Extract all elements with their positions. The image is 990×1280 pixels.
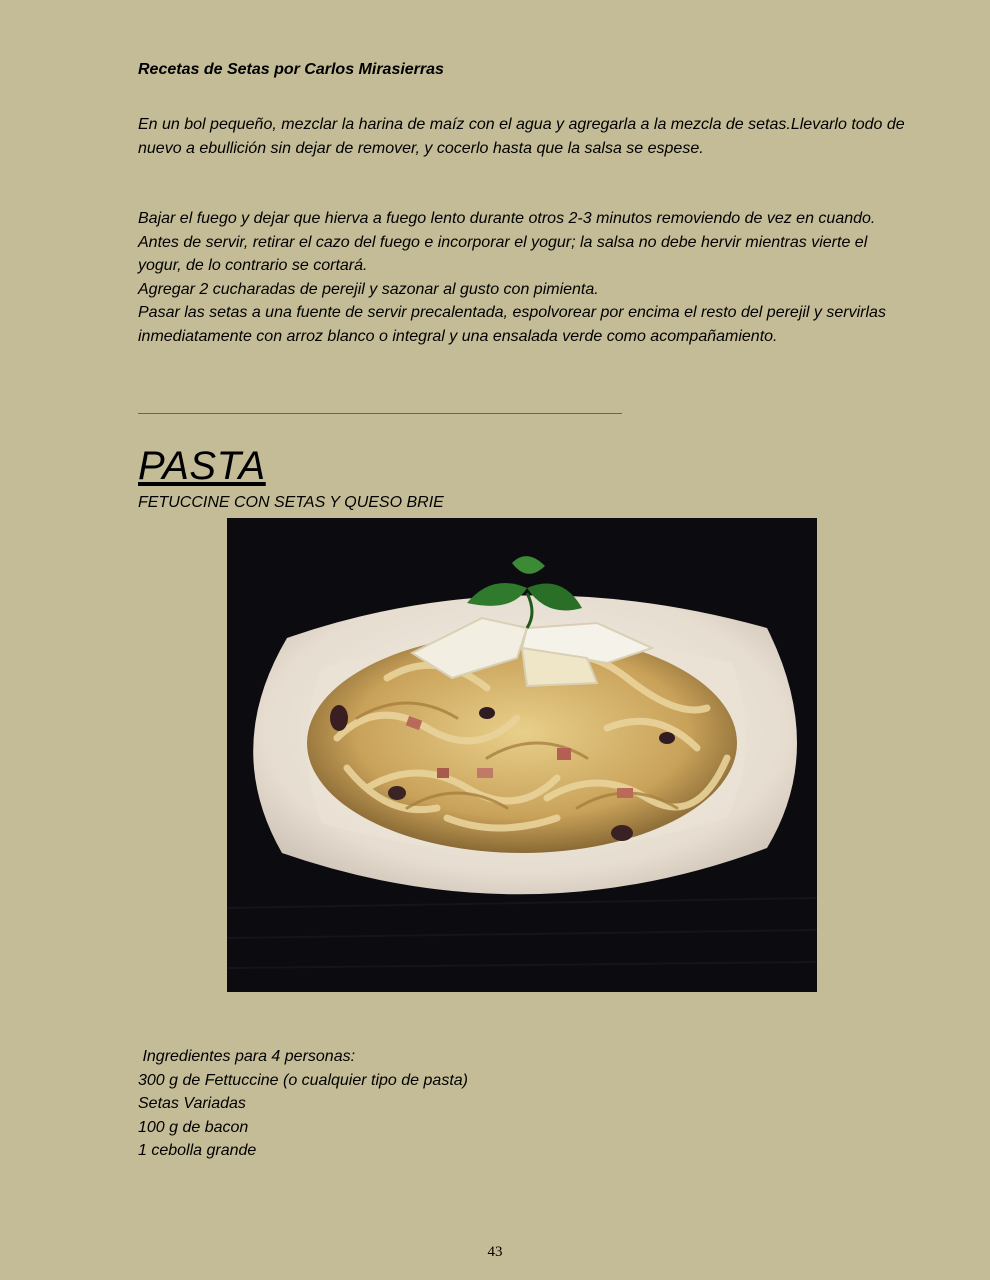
- instruction-steps: [138, 207, 908, 348]
- running-header: Recetas de Setas por Carlos Mirasierras: [138, 61, 444, 78]
- instruction-paragraph: En un bol pequeño, mezclar la harina de maíz con el agua y agregarla a la mezcla de setas.Llevarlo todo de nuevo a ebullición sin dejar de remover, y cocerlo hasta que la salsa se espese.: [138, 116, 905, 157]
- instruction-step: Bajar el fuego y dejar que hierva a fuego lento durante otros 2-3 minutos removiendo de vez en cuando.: [138, 210, 876, 227]
- pasta-dish-illustration: [227, 518, 817, 992]
- ingredient-item: Setas Variadas: [138, 1095, 246, 1112]
- ingredient-item: 100 g de bacon: [138, 1118, 249, 1136]
- ingredient-item: 1 cebolla grande: [138, 1142, 257, 1159]
- recipe-title: FETUCCINE CON SETAS Y QUESO BRIE: [138, 494, 444, 511]
- ingredients-heading: Ingredientes para 4 personas:: [138, 1048, 356, 1065]
- instruction-step: Agregar 2 cucharadas de perejil y sazonar al gusto con pimienta.: [138, 280, 599, 298]
- page-number: 43: [487, 1244, 503, 1260]
- ingredients-list: [138, 1045, 468, 1163]
- ingredient-item: 300 g de Fettuccine (o cualquier tipo de pasta): [138, 1071, 468, 1089]
- instruction-step: Pasar las setas a una fuente de servir precalentada, espolvorear por encima el resto del perejil y servirlas inmediatamente con arroz blanco o integral y una ensalada verde como acompañamiento.: [138, 304, 886, 345]
- recipe-photo: [227, 518, 817, 992]
- instruction-step: Antes de servir, retirar el cazo del fuego e incorporar el yogur; la salsa no debe hervir mientras vierte el yogur, de lo contrario se cortará.: [138, 233, 868, 274]
- section-title: PASTA: [138, 444, 266, 488]
- section-divider: [138, 413, 622, 414]
